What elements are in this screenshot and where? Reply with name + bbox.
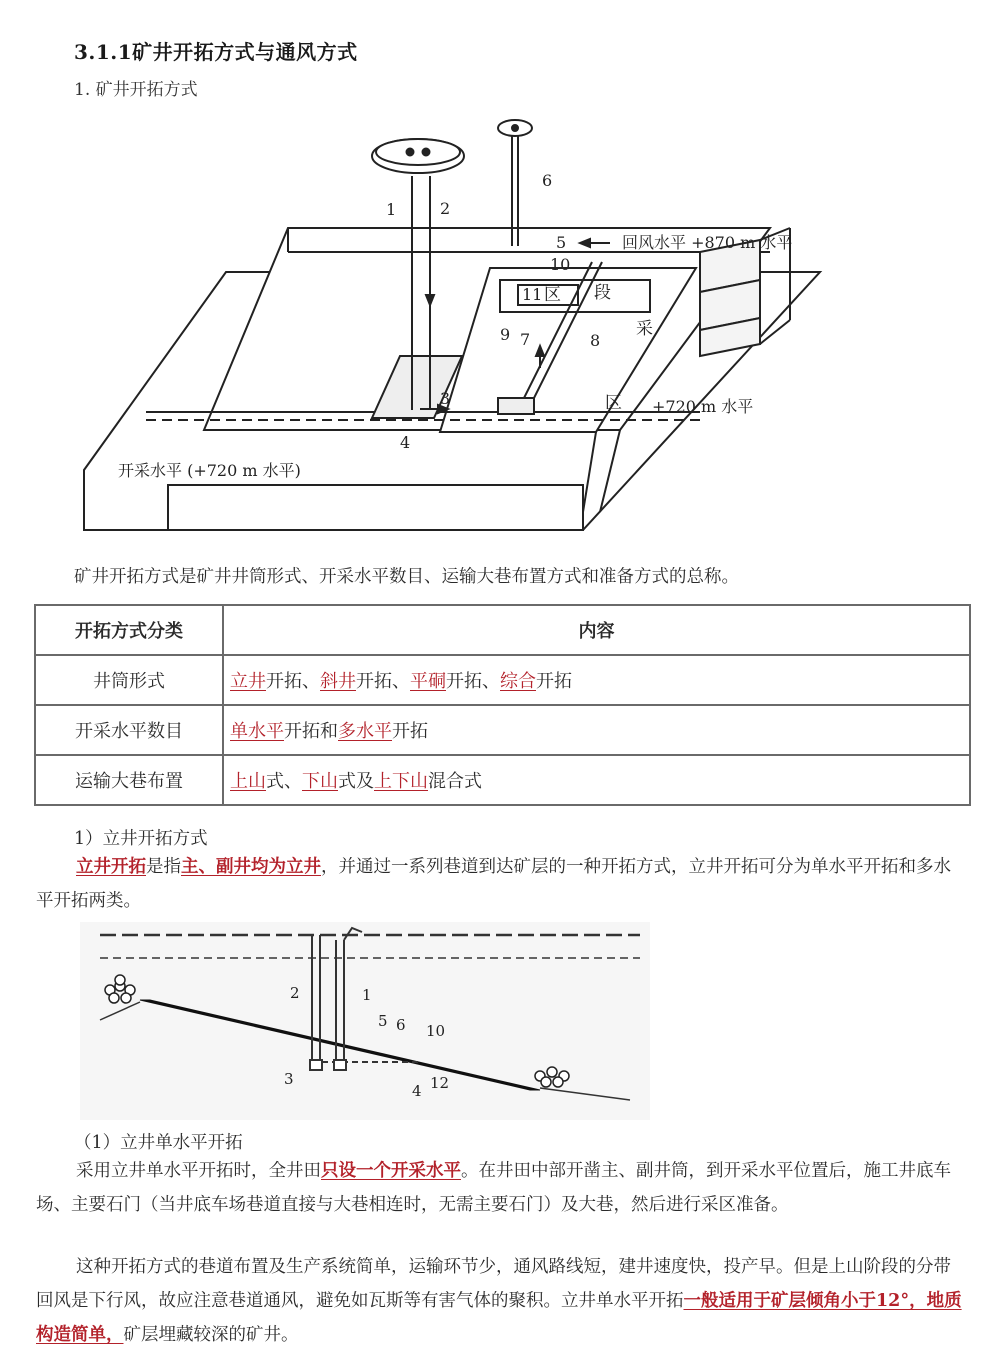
text-fragment: 矿层埋藏较深的矿井。 [123, 1325, 299, 1346]
text-fragment: 这种开拓方式的巷道布置及生产系统简单，运输环节少，通风路线短，建井速度快，投产早。但是上山阶段的分带回风是下行风，故应注意巷道通风，避免如瓦斯等有害气体的聚积。立井单水平开拓 [36, 1257, 951, 1312]
label-mining-cai: 采 [636, 319, 653, 339]
table-row [35, 655, 970, 705]
definition-paragraph: 矿井开拓方式是矿井井筒形式、开采水平数目、运输大巷布置方式和准备方式的总称。 [74, 567, 739, 587]
section1-title: 1）立井开拓方式 [74, 829, 208, 849]
term-up-down: 上下山 [374, 771, 428, 792]
term-adit: 平硐 [410, 671, 446, 692]
term-applicability: 一般适用于矿层倾角小于12°，地质构造简单， [36, 1291, 962, 1346]
section2-title: （1）立井单水平开拓 [74, 1133, 243, 1153]
table-row [35, 755, 970, 805]
table-cell-content [223, 705, 970, 755]
fig2-label-1: 1 [362, 986, 372, 1004]
text-fragment: 是指 [146, 857, 181, 877]
table-cell-category: 井筒形式 [35, 655, 223, 705]
label-level-720: +720 m 水平 [652, 397, 754, 416]
label-4: 4 [400, 433, 411, 452]
vertical-shaft-diagram [80, 922, 650, 1120]
table-header-category: 开拓方式分类 [35, 605, 223, 655]
label-mining-qu: 区 [605, 393, 622, 413]
label-3: 3 [440, 389, 451, 408]
label-11: 11 [522, 285, 543, 304]
label-8: 8 [590, 331, 601, 350]
section2-paragraph-2 [36, 1250, 966, 1352]
label-return-level: 回风水平 +870 m 水平 [622, 233, 793, 252]
label-9: 9 [500, 325, 511, 344]
term-multi-level: 多水平 [338, 721, 392, 742]
slab-bottom [168, 485, 583, 530]
text-fragment: 式及 [338, 771, 374, 792]
subsection-heading: 1. 矿井开拓方式 [74, 80, 198, 100]
section-heading: 3.1.1矿井开拓方式与通风方式 [74, 40, 358, 64]
table-cell-content [223, 655, 970, 705]
text-fragment: 开拓、 [356, 671, 410, 692]
label-5: 5 [556, 233, 567, 252]
fig2-label-10: 10 [426, 1022, 446, 1040]
term-both-vertical: 主、副井均为立井 [181, 857, 321, 877]
label-1: 1 [386, 200, 397, 219]
section2-paragraph-1 [36, 1154, 966, 1222]
text-fragment: 开拓、 [446, 671, 500, 692]
term-single-level: 单水平 [230, 721, 284, 742]
table-header-content: 内容 [223, 605, 970, 655]
text-fragment: 采用立井单水平开拓时，全井田 [76, 1161, 321, 1181]
fig2-label-6: 6 [396, 1016, 406, 1034]
text-fragment: ，并通过一系列巷道到达矿层的一种开拓方式，立井开拓可分为单水平开拓和多水平开拓两类。 [36, 857, 951, 912]
fig2-label-12: 12 [430, 1074, 450, 1092]
term-single-level-only: 只设一个开采水平 [321, 1161, 461, 1181]
classification-table [34, 604, 971, 806]
table-cell-category: 运输大巷布置 [35, 755, 223, 805]
fig2-label-3: 3 [284, 1070, 294, 1088]
fig2-label-4: 4 [412, 1082, 422, 1100]
fig2-label-2: 2 [290, 984, 300, 1002]
text-fragment: 开拓和 [284, 721, 338, 742]
table-header-row [35, 605, 970, 655]
table-cell-content [223, 755, 970, 805]
section1-paragraph [36, 850, 966, 918]
label-district-qu: 区 [544, 285, 561, 305]
text-fragment: 式、 [266, 771, 302, 792]
label-working-level: 开采水平 (+720 m 水平) [118, 461, 301, 480]
term-inclined-shaft: 斜井 [320, 671, 356, 692]
mine-development-diagram [80, 112, 840, 542]
label-2: 2 [440, 199, 451, 218]
label-6: 6 [542, 171, 553, 190]
term-vertical-shaft: 立井 [230, 671, 266, 692]
term-downward: 下山 [302, 771, 338, 792]
table-cell-category: 开采水平数目 [35, 705, 223, 755]
text-fragment: 。在井田中部开凿主、副井筒，到开采水平位置后，施工井底车场、主要石门（当井底车场巷道直接与大巷相连时，无需主要石门）及大巷，然后进行采区准备。 [36, 1161, 951, 1216]
label-7: 7 [520, 330, 531, 349]
text-fragment: 混合式 [428, 771, 482, 792]
text-fragment: 开拓 [392, 721, 428, 742]
term-upward: 上山 [230, 771, 266, 792]
table-row [35, 705, 970, 755]
label-10: 10 [550, 255, 571, 274]
fig2-label-5: 5 [378, 1012, 388, 1030]
term-vertical-development: 立井开拓 [76, 857, 146, 877]
term-combined: 综合 [500, 671, 536, 692]
text-fragment: 开拓、 [266, 671, 320, 692]
label-district-duan: 段 [594, 283, 611, 303]
text-fragment: 开拓 [536, 671, 572, 692]
